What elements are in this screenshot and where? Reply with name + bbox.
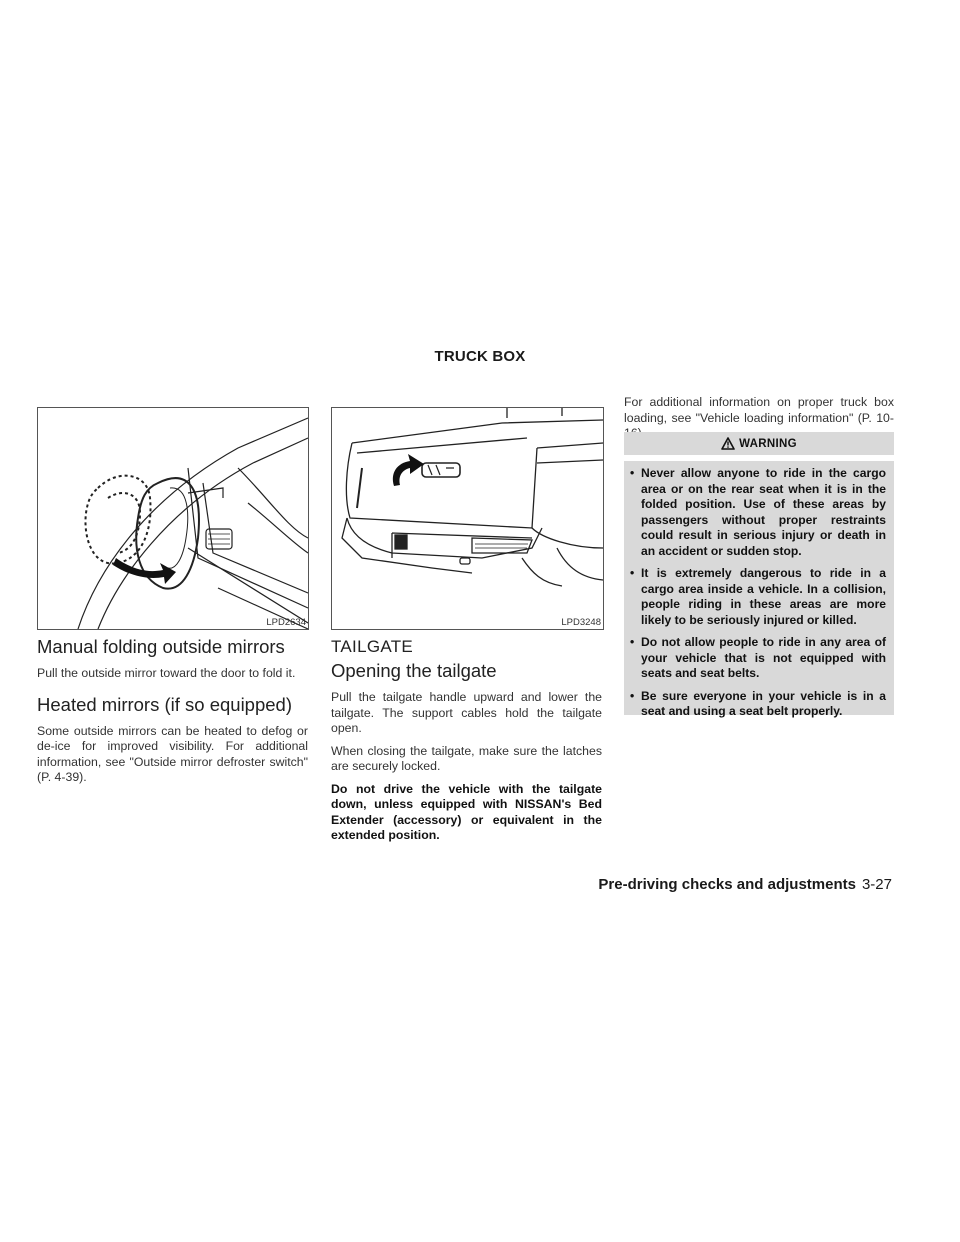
paragraph: When closing the tailgate, make sure the latches are securely locked.	[331, 743, 602, 773]
warning-header	[624, 432, 894, 455]
heading-manual-folding: Manual folding outside mirrors	[37, 636, 285, 657]
section-heading: TRUCK BOX	[434, 348, 526, 365]
mirror-figure	[37, 407, 309, 630]
figure-id: LPD2634	[266, 617, 306, 628]
page-footer	[598, 876, 892, 893]
tailgate-figure	[331, 407, 604, 630]
warning-item: • Never allow anyone to ride in the cargo area or on the rear seat when it is in the folded position. Use of these areas by passengers without proper restraints could result in serious injury or death in an accident or sudden stop.	[630, 466, 886, 558]
caution-paragraph: Do not drive the vehicle with the tailgate down, unless equipped with NISSAN's Bed Extender (accessory) or equivalent in the extended position.	[331, 781, 602, 842]
column-middle	[331, 636, 602, 851]
paragraph: Pull the tailgate handle upward and lower the tailgate. The support cables hold the tailgate open.	[331, 690, 602, 735]
warning-title: WARNING	[739, 437, 797, 450]
figure-id: LPD3248	[561, 617, 601, 628]
heading-tailgate: TAILGATE	[331, 637, 414, 656]
lift-arrow-icon	[393, 454, 424, 486]
warning-item: • Do not allow people to ride in any area of your vehicle that is not equipped with seats and seat belts.	[630, 635, 886, 680]
warning-triangle-icon	[721, 437, 735, 450]
paragraph: Pull the outside mirror toward the door to fold it.	[37, 666, 296, 680]
tailgate-illustration	[332, 408, 603, 629]
warning-list	[624, 466, 886, 727]
column-left	[37, 636, 308, 793]
warning-item: • It is extremely dangerous to ride in a cargo area inside a vehicle. In a collision, people riding in these areas are more likely to be seriously injured or killed.	[630, 566, 886, 627]
fold-arrow-icon	[113, 558, 176, 584]
warning-item: • Be sure everyone in your vehicle is in a seat and using a seat belt properly.	[630, 688, 886, 718]
paragraph: Some outside mirrors can be heated to defog or de-ice for improved visibility. For additional information, see "Outside mirror defroster switch" (P. 4-39).	[37, 723, 308, 784]
page-number: 3-27	[861, 876, 892, 893]
heading-heated-mirrors: Heated mirrors (if so equipped)	[37, 693, 292, 715]
heading-opening-tailgate: Opening the tailgate	[331, 660, 497, 681]
paragraph: For additional information on proper truck box loading, see "Vehicle loading information" (P. 10-	[624, 395, 894, 425]
chapter-title: Pre-driving checks and adjustments	[598, 876, 856, 893]
mirror-illustration	[38, 408, 308, 629]
